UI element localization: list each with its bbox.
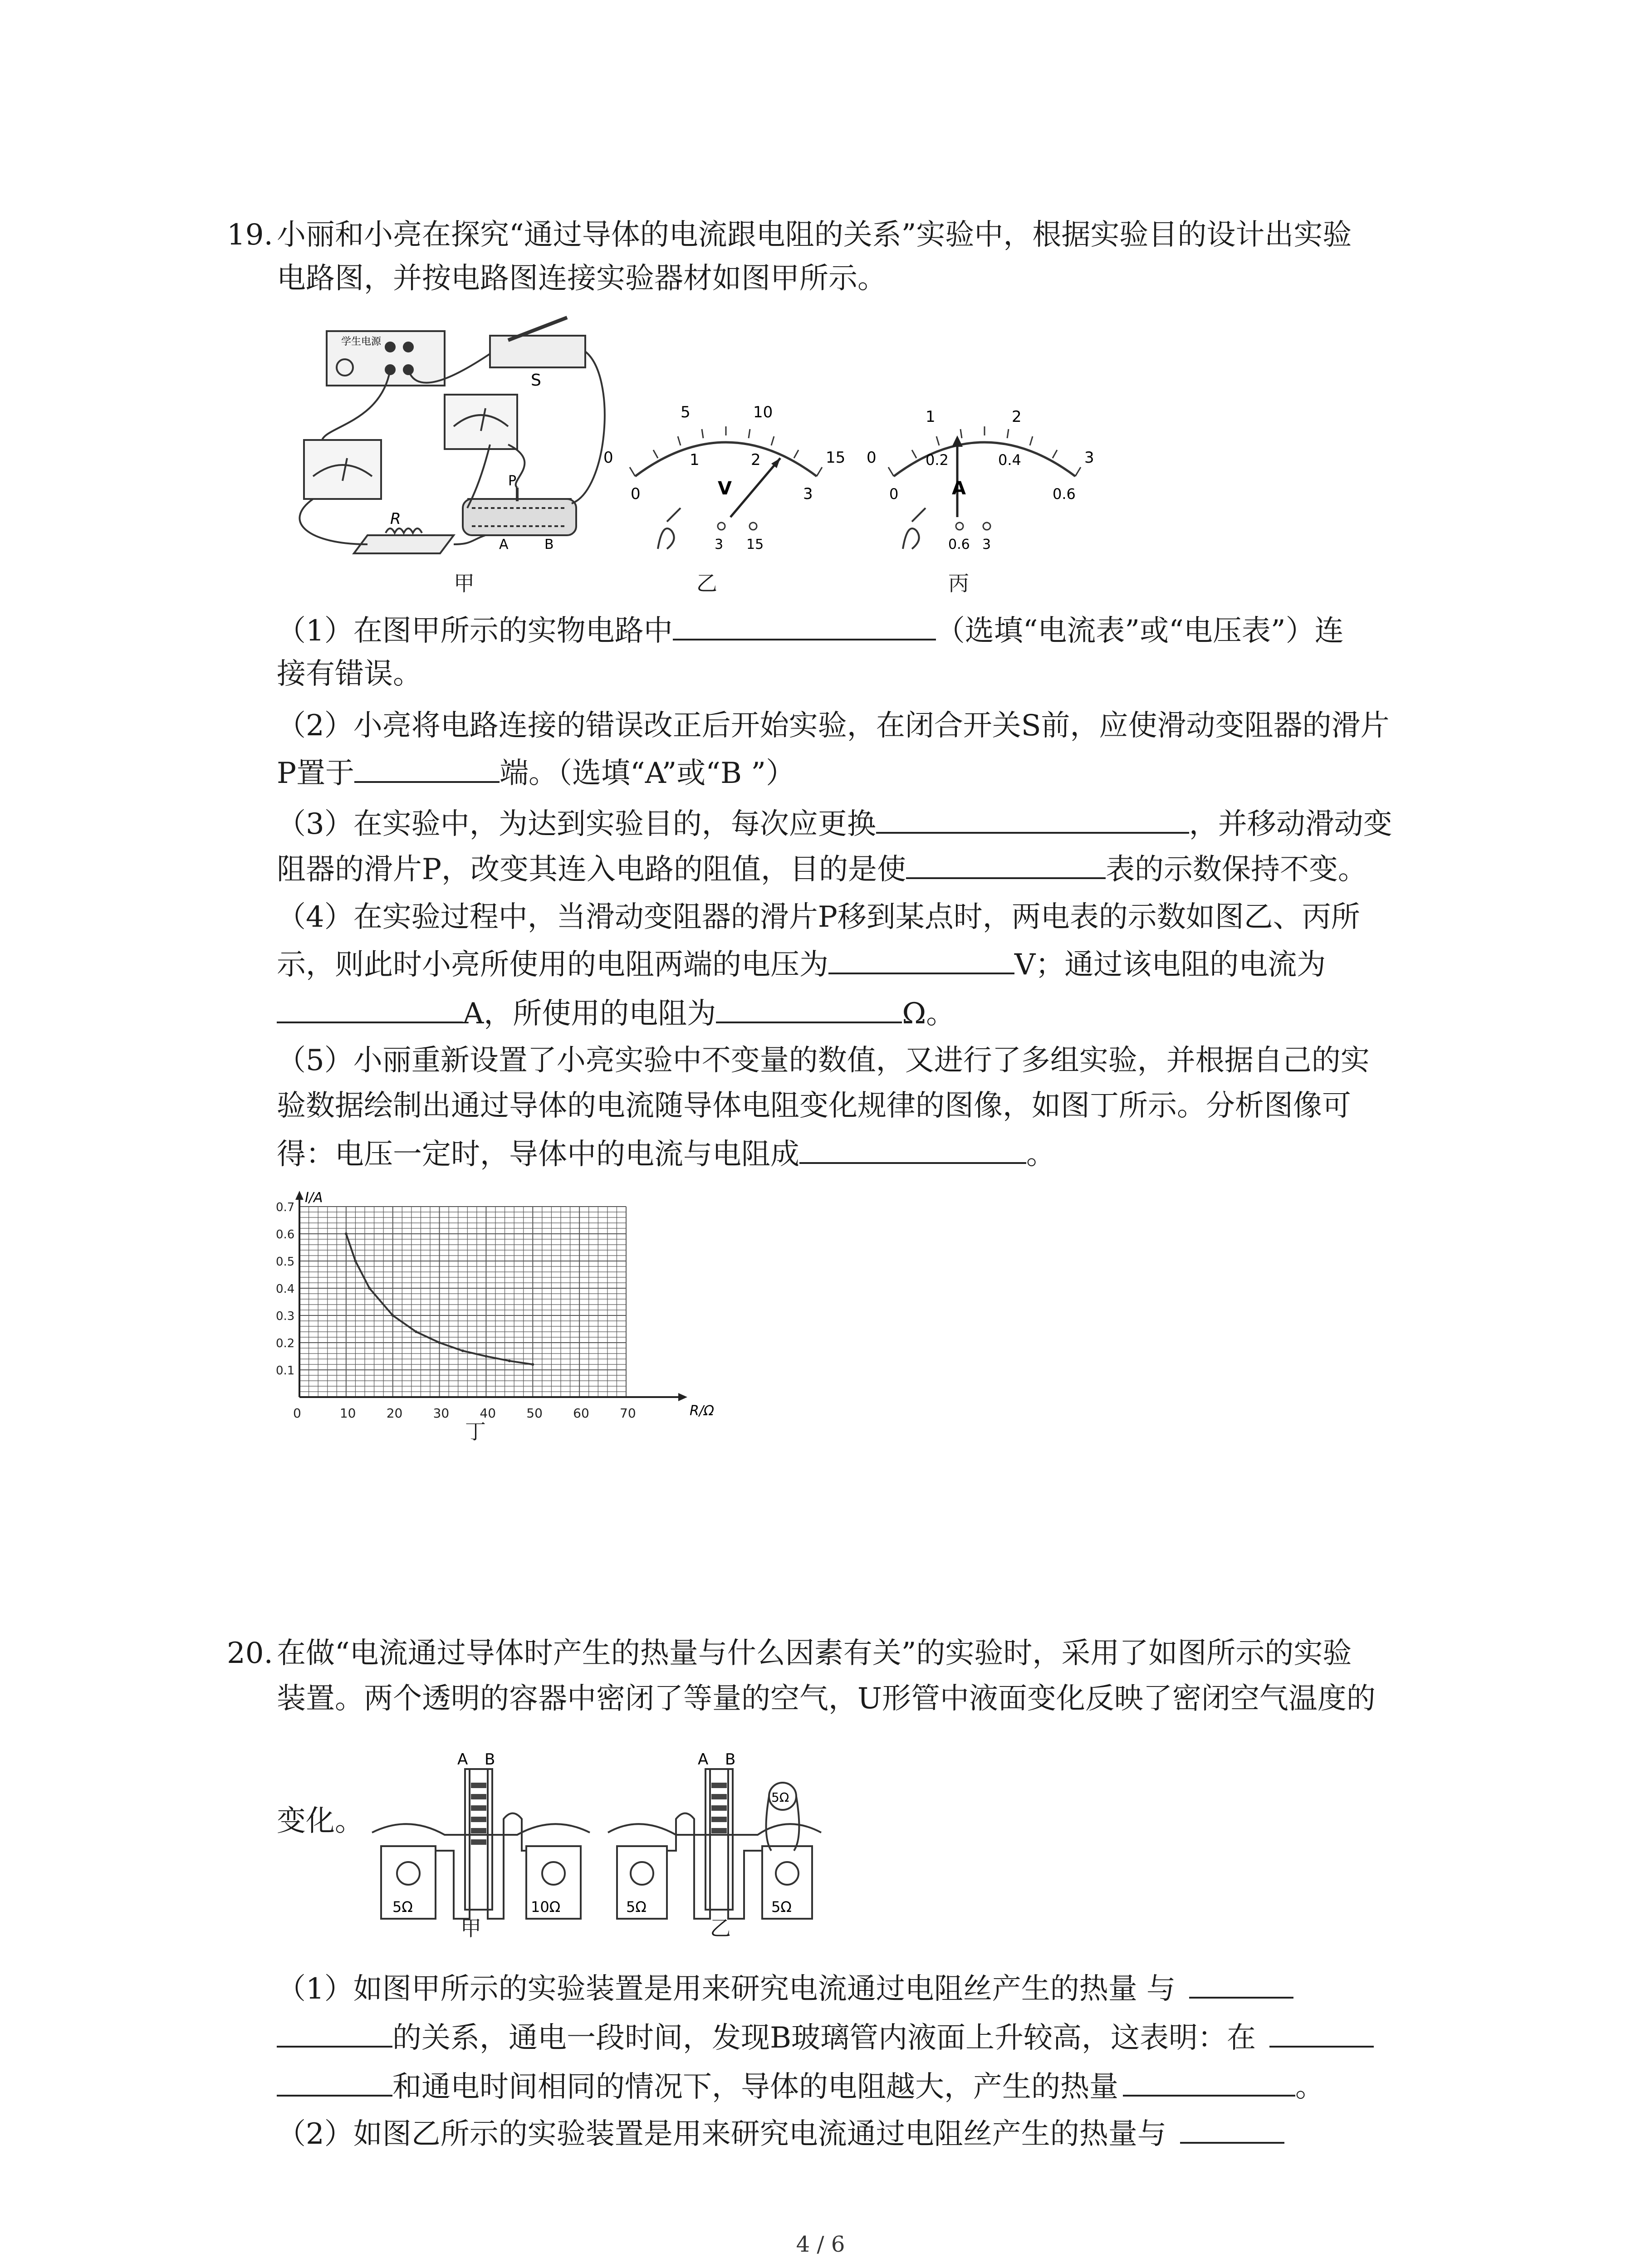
resistor-right-label: 10Ω — [531, 1898, 561, 1916]
q19-part5-line-3 — [277, 1134, 1055, 1173]
q19-part4-blank-voltage[interactable] — [828, 944, 1014, 974]
data-point — [345, 1232, 348, 1235]
tube-a-label: A — [698, 1750, 709, 1769]
y-tick-label: 0.1 — [276, 1364, 295, 1378]
resistor-left-label: 5Ω — [626, 1898, 647, 1916]
figure-bing-ammeter — [862, 390, 1107, 562]
q19-part3-text-b: ，并移动滑动变 — [1189, 807, 1392, 841]
x-tick-label: 20 — [386, 1406, 403, 1421]
figure-yi-voltmeter — [599, 390, 853, 562]
q19-part1-line-2: 接有错误。 — [277, 657, 422, 691]
q19-part3-text-c: 阻器的滑片P，改变其连入电路的阻值，目的是使 — [277, 853, 906, 886]
q19-part5-text-b: 。 — [1026, 1138, 1055, 1171]
bing-outer-2: 2 — [1012, 408, 1022, 426]
q20-figure-jia-caption: 甲 — [460, 1916, 481, 1941]
tube-b-label: B — [725, 1750, 736, 1769]
yi-inner-0: 0 — [631, 485, 641, 503]
q19-part2-text-b: 端。（选填“A”或“B ”） — [500, 757, 795, 790]
power-supply-label: 学生电源 — [341, 336, 382, 347]
x-tick-label: 10 — [339, 1406, 356, 1421]
q19-part3-blank-2[interactable] — [906, 849, 1106, 879]
bing-inner-0.6: 0.6 — [1053, 485, 1076, 503]
resistor-right-label: 5Ω — [771, 1898, 792, 1916]
data-point — [508, 1359, 511, 1362]
q20-intro-line-3: 变化。 — [277, 1804, 364, 1838]
bing-terminal-3: 3 — [982, 537, 991, 552]
yi-terminal-15: 15 — [746, 537, 764, 552]
q20-part1-line-3 — [277, 2067, 1324, 2105]
figure-bing-caption: 丙 — [948, 571, 969, 596]
rheostat — [463, 499, 576, 535]
question-number-20: 20. — [227, 1637, 273, 1670]
q20-part1-blank-4[interactable] — [277, 2067, 392, 2097]
q19-part1-line-1 — [277, 611, 1344, 649]
yi-inner-1: 1 — [690, 451, 700, 469]
q19-part1-blank[interactable] — [673, 611, 936, 640]
q19-part5-line-2: 验数据绘制出通过导体的电流随导体电阻变化规律的图像，如图丁所示。分析图像可 — [277, 1089, 1351, 1123]
q19-part1-text-a: （1）在图甲所示的实物电路中 — [277, 614, 673, 648]
figure-ding-caption: 丁 — [465, 1419, 486, 1444]
x-tick-label: 30 — [433, 1406, 450, 1421]
yi-outer-10: 10 — [753, 403, 773, 421]
q19-part3-blank-1[interactable] — [876, 804, 1189, 834]
bing-inner-0.4: 0.4 — [998, 451, 1021, 469]
q20-part1-text-b: 的关系，通电一段时间，发现B玻璃管内液面上升较高，这表明：在 — [392, 2021, 1256, 2055]
data-point — [461, 1349, 464, 1352]
data-point — [415, 1330, 417, 1333]
x-tick-label: 50 — [526, 1406, 543, 1421]
q19-part3-line-2 — [277, 849, 1367, 888]
tube-b-label: B — [485, 1750, 495, 1769]
figure-jia-caption: 甲 — [454, 571, 475, 596]
q20-part1-line-1 — [277, 1969, 1293, 2007]
data-point — [531, 1363, 534, 1366]
tube-a-label: A — [457, 1750, 468, 1769]
q19-part5-text-a: 得：电压一定时，导体中的电流与电阻成 — [277, 1138, 799, 1171]
y-tick-label: 0.2 — [276, 1337, 295, 1350]
q20-figure-yi-caption: 乙 — [710, 1916, 731, 1941]
q20-intro-line-2: 装置。两个透明的容器中密闭了等量的空气，U形管中液面变化反映了密闭空气温度的 — [277, 1682, 1376, 1716]
q19-part5-blank[interactable] — [799, 1134, 1026, 1164]
q19-part4-blank-current[interactable] — [277, 993, 463, 1023]
x-tick-label: 0 — [293, 1406, 301, 1421]
x-tick-labels — [293, 1406, 636, 1421]
yi-outer-0: 0 — [603, 449, 613, 467]
y-tick-labels — [276, 1201, 294, 1378]
q20-part1-blank-3[interactable] — [1269, 2018, 1374, 2048]
rheostat-end-a: A — [499, 537, 509, 552]
yi-outer-15: 15 — [826, 449, 846, 467]
yi-outer-5: 5 — [681, 403, 691, 421]
q20-part1-line-2 — [277, 2018, 1374, 2056]
q19-part1-text-b: （选填“电流表”或“电压表”）连 — [936, 614, 1344, 648]
question-number-19: 19. — [227, 218, 273, 252]
bing-inner-0.2: 0.2 — [926, 451, 949, 469]
ammeter-device — [304, 440, 381, 499]
y-axis-label: I/A — [305, 1190, 323, 1206]
figure-jia-circuit — [272, 308, 617, 562]
slider-label: P — [508, 473, 517, 489]
x-tick-label: 40 — [480, 1406, 496, 1421]
chart-grid — [299, 1207, 626, 1397]
q20-intro-line-1: 在做“电流通过导体时产生的热量与什么因素有关”的实验时，采用了如图所示的实验 — [277, 1637, 1352, 1670]
yi-inner-3: 3 — [803, 485, 813, 503]
y-axis-arrow — [295, 1191, 304, 1200]
y-tick-label: 0.7 — [276, 1201, 295, 1214]
q20-figure-jia — [372, 1728, 599, 1937]
q19-part4-blank-resistance[interactable] — [716, 993, 902, 1023]
q19-part4-text-a: 示，则此时小亮所使用的电阻两端的电压为 — [277, 948, 828, 982]
q19-part2-line-1: （2）小亮将电路连接的错误改正后开始实验，在闭合开关S前，应使滑动变阻器的滑片 — [277, 709, 1390, 743]
q19-part3-text-a: （3）在实验中，为达到实验目的，每次应更换 — [277, 807, 876, 841]
q19-part4-text-b: V；通过该电阻的电流为 — [1014, 948, 1326, 982]
yi-inner-2: 2 — [751, 451, 761, 469]
resistor-board — [354, 535, 454, 553]
switch-label: S — [531, 371, 541, 390]
resistor-left-label: 5Ω — [392, 1898, 413, 1916]
data-point — [354, 1260, 357, 1262]
q19-part5-line-1: （5）小丽重新设置了小亮实验中不变量的数值，又进行了多组实验，并根据自己的实 — [277, 1044, 1370, 1077]
q20-part1-blank-1[interactable] — [1189, 1969, 1293, 1999]
y-tick-label: 0.4 — [276, 1282, 295, 1296]
x-axis-label: R/Ω — [690, 1403, 714, 1419]
q20-part1-text-c: 和通电时间相同的情况下，导体的电阻越大，产生的热量 — [392, 2070, 1118, 2104]
bing-outer-3: 3 — [1084, 449, 1094, 467]
figure-ding-chart — [254, 1179, 714, 1433]
x-tick-label: 70 — [620, 1406, 636, 1421]
bing-outer-0: 0 — [867, 449, 877, 467]
switch-base — [490, 336, 585, 367]
resistor-top-label: 5Ω — [771, 1790, 789, 1805]
q20-part1-text-a: （1）如图甲所示的实验装置是用来研究电流通过电阻丝产生的热量 与 — [277, 1972, 1176, 2006]
q19-part3-line-1 — [277, 804, 1392, 842]
figure-yi-caption: 乙 — [696, 571, 717, 596]
q20-part2-text-a: （2）如图乙所示的实验装置是用来研究电流通过电阻丝产生的热量与 — [277, 2117, 1166, 2151]
ammeter-symbol: A — [952, 478, 966, 499]
q19-intro-line-2: 电路图，并按电路图连接实验器材如图甲所示。 — [277, 262, 887, 295]
voltmeter-device — [445, 395, 517, 449]
data-point — [438, 1341, 441, 1344]
q19-part4-text-c: A，所使用的电阻为 — [463, 997, 716, 1031]
q19-part2-line-2 — [277, 753, 795, 792]
q19-part4-line-2 — [277, 944, 1326, 983]
y-tick-label: 0.5 — [276, 1255, 295, 1269]
bing-outer-1: 1 — [926, 408, 936, 426]
q19-part3-text-d: 表的示数保持不变。 — [1106, 853, 1367, 886]
q20-part2-line-1 — [277, 2114, 1284, 2152]
x-axis-arrow — [678, 1393, 687, 1401]
q19-part4-line-1: （4）在实验过程中，当滑动变阻器的滑片P移到某点时，两电表的示数如图乙、丙所 — [277, 900, 1360, 934]
q19-intro-line-1: 小丽和小亮在探究“通过导体的电流跟电阻的关系”实验中，根据实验目的设计出实验 — [277, 218, 1352, 252]
bing-terminal-0.6: 0.6 — [948, 537, 970, 552]
resistor-label: R — [390, 510, 401, 528]
q19-part4-line-3 — [277, 993, 955, 1032]
rheostat-end-b: B — [544, 537, 554, 552]
q19-part4-text-d: Ω。 — [902, 997, 955, 1031]
data-point — [368, 1287, 371, 1290]
q20-part1-blank-2[interactable] — [277, 2018, 392, 2048]
q20-part1-text-d: 。 — [1295, 2070, 1324, 2104]
bing-inner-0: 0 — [889, 485, 899, 503]
x-tick-label: 60 — [573, 1406, 589, 1421]
q19-part2-text-a: P置于 — [277, 757, 355, 790]
q20-part1-blank-5[interactable] — [1123, 2067, 1295, 2097]
voltmeter-symbol: V — [718, 478, 732, 499]
data-point — [485, 1355, 487, 1358]
data-point — [392, 1314, 394, 1317]
page-number: 4 / 6 — [796, 2232, 845, 2257]
q20-part2-blank-1[interactable] — [1180, 2114, 1284, 2144]
q19-part2-blank[interactable] — [354, 753, 500, 783]
y-tick-label: 0.3 — [276, 1310, 295, 1323]
q20-figure-yi — [608, 1728, 826, 1937]
yi-terminal-3: 3 — [715, 537, 724, 552]
y-tick-label: 0.6 — [276, 1228, 295, 1242]
